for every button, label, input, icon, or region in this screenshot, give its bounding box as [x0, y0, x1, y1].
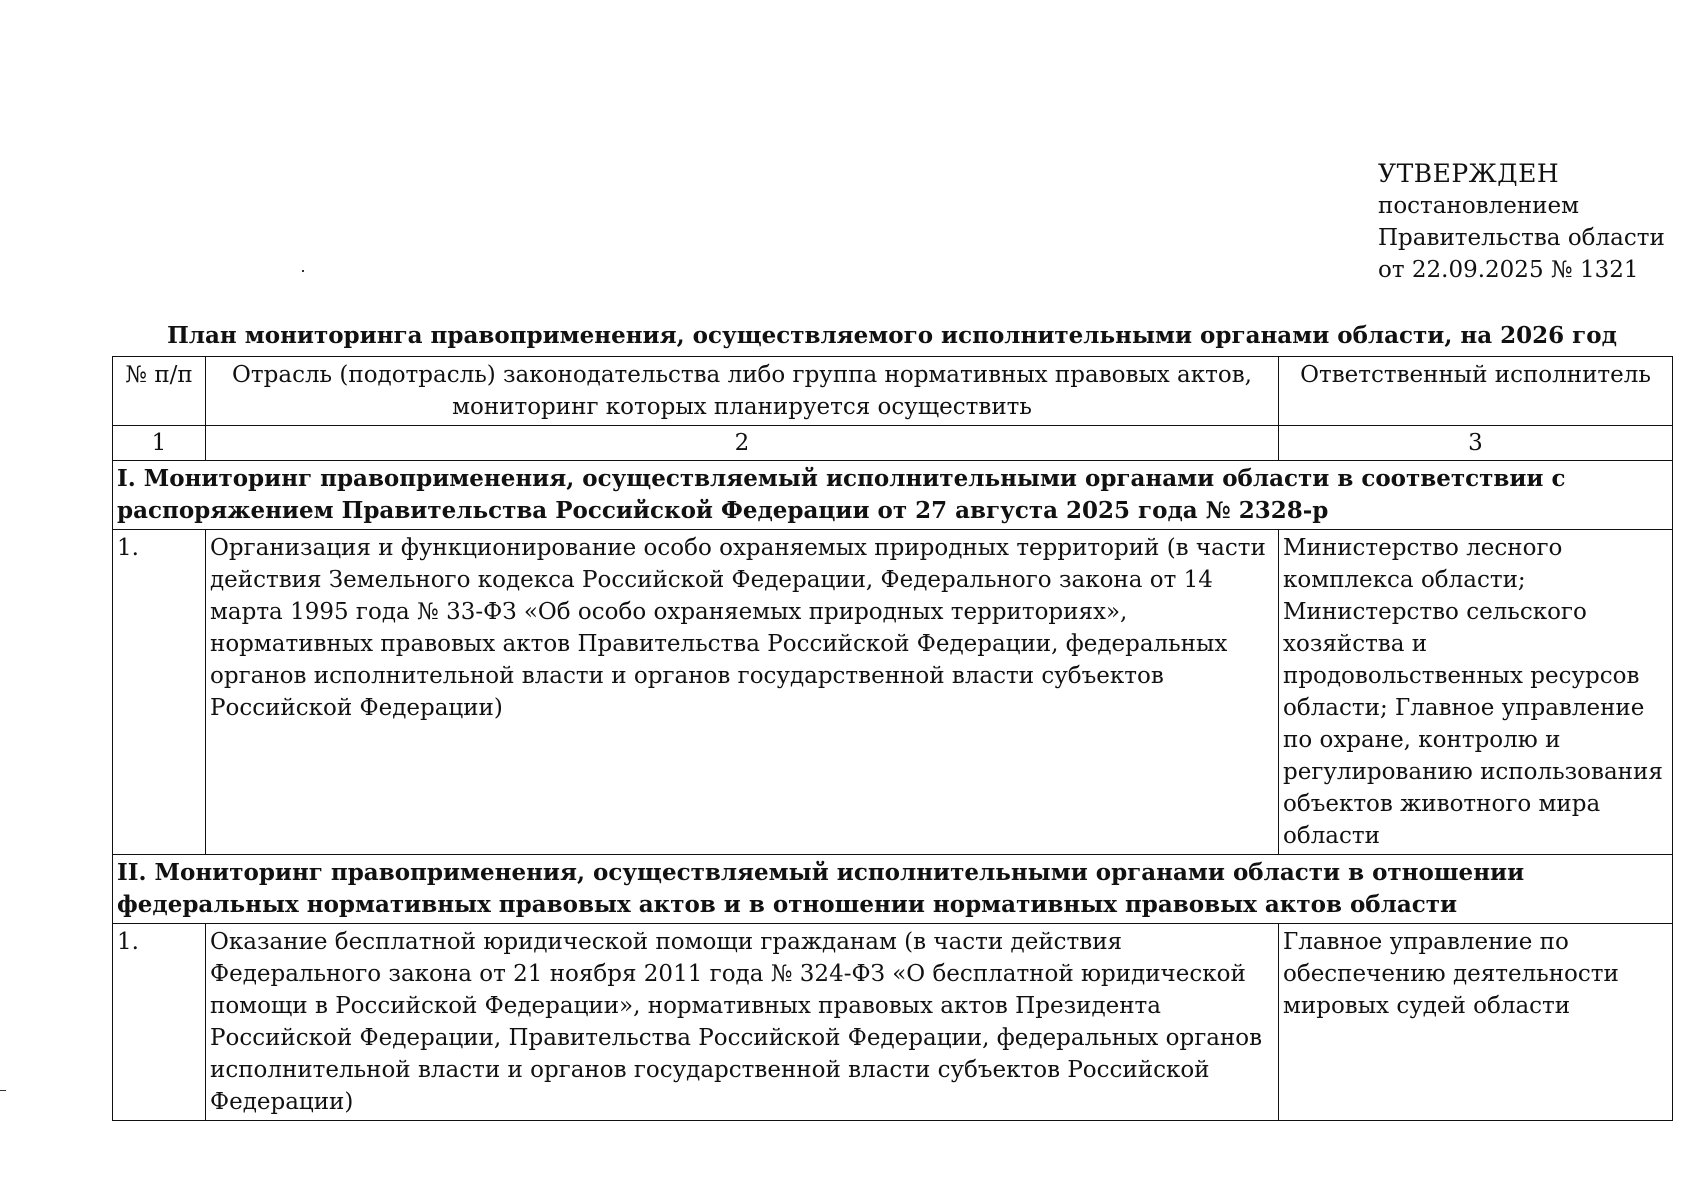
section-title-1: I. Мониторинг правоприменения, осуществляемый исполнительными органами области в соответствии с распоряжением Правительства Российской Федерации от 27 августа 2025 года № 2328-р — [113, 461, 1673, 530]
approval-line-1: постановлением — [1378, 193, 1580, 219]
section-title-2: II. Мониторинг правоприменения, осуществляемый исполнительными органами области в отношении федеральных нормативных правовых актов и в отношении нормативных правовых актов области — [113, 855, 1673, 924]
row-number: 1. — [113, 530, 206, 855]
row-executor: Министерство лесного комплекса области; Министерство сельского хозяйства и продовольственных ресурсов области; Главное управление по охране, контролю и регулированию использования объектов животного мира области — [1279, 530, 1673, 855]
header-subject: Отрасль (подотрасль) законодательства либо группа нормативных правовых актов, мониторинг которых планируется осуществить — [206, 357, 1279, 426]
row-number: 1. — [113, 924, 206, 1121]
column-number-2: 2 — [206, 426, 1279, 461]
table-header-row — [113, 357, 1673, 426]
row-executor: Главное управление по обеспечению деятельности мировых судей области — [1279, 924, 1673, 1121]
column-number-row — [113, 426, 1673, 461]
row-subject: Оказание бесплатной юридической помощи гражданам (в части действия Федерального закона от 21 ноября 2011 года № 324-ФЗ «О бесплатной юридической помощи в Российской Федерации», нормативных правовых актов Президента Российской Федерации, Правительства Российской Федерации, федеральных органов исполнительной власти и органов государственной власти субъектов Российской Федерации) — [206, 924, 1279, 1121]
column-number-1: 1 — [113, 426, 206, 461]
header-executor: Ответственный исполнитель — [1279, 357, 1673, 426]
approval-line-2: Правительства области — [1378, 225, 1665, 251]
approval-title: УТВЕРЖДЕН — [1378, 159, 1560, 188]
plan-table — [112, 356, 1673, 1121]
scan-dash — [0, 1090, 6, 1091]
approval-line-3: от 22.09.2025 № 1321 — [1378, 257, 1639, 283]
document-title: План мониторинга правоприменения, осуществляемого исполнительными органами области, на 2026 год — [167, 322, 1617, 349]
scan-dot — [302, 270, 304, 272]
table-row — [113, 924, 1673, 1121]
table-row — [113, 530, 1673, 855]
section-row — [113, 461, 1673, 530]
header-number: № п/п — [113, 357, 206, 426]
row-subject: Организация и функционирование особо охраняемых природных территорий (в части действия Земельного кодекса Российской Федерации, Федерального закона от 14 марта 1995 года № 33-ФЗ «Об особо охраняемых природных территориях», нормативных правовых актов Правительства Российской Федерации, федеральных органов исполнительной власти и органов государственной власти субъектов Российской Федерации) — [206, 530, 1279, 855]
approval-block — [1378, 158, 1678, 286]
column-number-3: 3 — [1279, 426, 1673, 461]
section-row — [113, 855, 1673, 924]
